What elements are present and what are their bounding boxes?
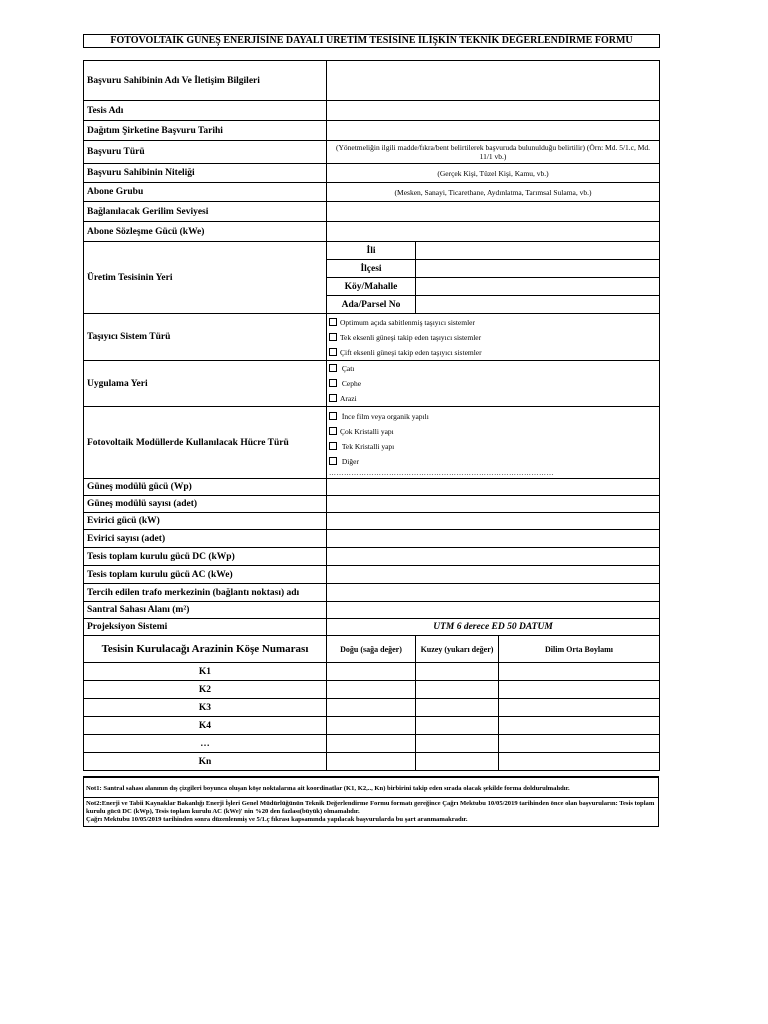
plant-area-label: Santral Sahası Alanı (m²) — [84, 602, 327, 619]
checkbox-icon[interactable] — [329, 348, 337, 356]
note-2-followup: Çağrı Mektubu 10/05/2019 tarihinden sonra düzenlenmiş ve 5/1.ç fıkrası kapsamında yapılacak başvurularda bu şart aranmamakradır. — [86, 816, 468, 823]
location-label: Üretim Tesisinin Yeri — [84, 242, 327, 314]
province-label: İli — [327, 242, 416, 260]
applicant-label: Başvuru Sahibinin Adı Ve İletişim Bilgileri — [84, 61, 327, 101]
inverter-count-label: Evirici sayısı (adet) — [84, 530, 327, 548]
application-date-label: Dağıtım Şirketine Başvuru Tarihi — [84, 121, 327, 141]
cell-type-options — [327, 407, 660, 479]
application-type-label: Başvuru Türü — [84, 141, 327, 164]
checkbox-icon[interactable] — [329, 412, 337, 420]
cell-option-monocrystalline[interactable] — [329, 439, 656, 454]
contract-power-field[interactable] — [327, 222, 660, 242]
cell-type-label: Fotovoltaik Modüllerde Kullanılacak Hücre Türü — [84, 407, 327, 479]
place-option-facade-label: Cephe — [341, 379, 362, 388]
corner-north-field[interactable] — [416, 717, 499, 735]
application-type-field[interactable]: (Yönetmeliğin ilgili madde/fıkra/bent belirtilerek başvuruda bulunulduğu belirtilir) (Örn: Md. 5/1.c, Md. 11/1 vb.) — [327, 141, 660, 164]
corner-meridian-field[interactable] — [499, 717, 660, 735]
place-option-roof[interactable] — [329, 361, 656, 376]
cell-option-thin-film-label: İnce film veya organik yapılı — [341, 411, 429, 421]
parcel-label: Ada/Parsel No — [327, 296, 416, 314]
corner-point-label: … — [84, 735, 327, 753]
province-field[interactable] — [416, 242, 660, 260]
checkbox-icon[interactable] — [329, 427, 337, 435]
facility-name-field[interactable] — [327, 101, 660, 121]
contract-power-label: Abone Sözleşme Gücü (kWe) — [84, 222, 327, 242]
module-count-label: Güneş modülü sayısı (adet) — [84, 496, 327, 513]
total-dc-label: Tesis toplam kurulu gücü DC (kWp) — [84, 548, 327, 566]
applicant-field[interactable] — [327, 61, 660, 101]
substation-field[interactable] — [327, 584, 660, 602]
corner-north-field[interactable] — [416, 681, 499, 699]
voltage-level-field[interactable] — [327, 202, 660, 222]
place-option-land[interactable] — [329, 391, 656, 406]
substation-label: Tercih edilen trafo merkezinin (bağlantı noktası) adı — [84, 584, 327, 602]
facility-name-label: Tesis Adı — [84, 101, 327, 121]
module-power-label: Güneş modülü gücü (Wp) — [84, 479, 327, 496]
checkbox-icon[interactable] — [329, 394, 337, 402]
module-power-field[interactable] — [327, 479, 660, 496]
corner-meridian-field[interactable] — [499, 735, 660, 753]
meridian-column-header: Dilim Orta Boylamı — [499, 636, 660, 663]
place-option-facade[interactable] — [329, 376, 656, 391]
evaluation-form-table — [83, 60, 660, 771]
cell-option-polycrystalline-label: Çok Kristalli yapı — [340, 426, 394, 436]
corner-north-field[interactable] — [416, 699, 499, 717]
carrier-option-single-axis[interactable] — [329, 330, 656, 345]
cell-option-polycrystalline[interactable] — [329, 424, 656, 439]
corner-north-field[interactable] — [416, 753, 499, 771]
checkbox-icon[interactable] — [329, 318, 337, 326]
carrier-option-fixed-label: Optimum açıda sabitlenmiş taşıyıcı sistemler — [340, 317, 475, 327]
carrier-option-dual-axis-label: Çift eksenli güneşi takip eden taşıyıcı sistemler — [340, 347, 482, 357]
projection-label: Projeksiyon Sistemi — [84, 619, 327, 636]
corner-meridian-field[interactable] — [499, 663, 660, 681]
corner-north-field[interactable] — [416, 663, 499, 681]
place-option-roof-label: Çatı — [341, 364, 355, 373]
plant-area-field[interactable] — [327, 602, 660, 619]
module-count-field[interactable] — [327, 496, 660, 513]
applicant-nature-label: Başvuru Sahibinin Niteliği — [84, 164, 327, 183]
total-dc-field[interactable] — [327, 548, 660, 566]
checkbox-icon[interactable] — [329, 457, 337, 465]
carrier-option-dual-axis[interactable] — [329, 345, 656, 360]
total-ac-label: Tesis toplam kurulu gücü AC (kWe) — [84, 566, 327, 584]
inverter-power-label: Evirici gücü (kW) — [84, 513, 327, 530]
checkbox-icon[interactable] — [329, 379, 337, 387]
district-label: İlçesi — [327, 260, 416, 278]
inverter-power-field[interactable] — [327, 513, 660, 530]
corner-east-field[interactable] — [327, 717, 416, 735]
cell-option-other-label: Diğer — [341, 456, 359, 466]
application-place-label: Uygulama Yeri — [84, 361, 327, 407]
corners-heading: Tesisin Kurulacağı Arazinin Köşe Numarası — [84, 636, 327, 663]
application-place-options — [327, 361, 660, 407]
applicant-nature-field[interactable]: (Gerçek Kişi, Tüzel Kişi, Kamu, vb.) — [327, 164, 660, 183]
corner-meridian-field[interactable] — [499, 699, 660, 717]
corner-north-field[interactable] — [416, 735, 499, 753]
form-title: FOTOVOLTAİK GÜNEŞ ENERJİSİNE DAYALI ÜRETİM TESİSİNE İLİŞKİN TEKNİK DEĞERLENDİRME FORMU — [83, 34, 660, 48]
carrier-system-options — [327, 314, 660, 361]
place-option-land-label: Arazi — [340, 394, 357, 403]
notes-box — [83, 776, 659, 827]
subscriber-group-field[interactable]: (Mesken, Sanayi, Ticarethane, Aydınlatma, Tarımsal Sulama, vb.) — [327, 183, 660, 202]
carrier-option-single-axis-label: Tek eksenli güneşi takip eden taşıyıcı sistemler — [340, 332, 482, 342]
village-field[interactable] — [416, 278, 660, 296]
carrier-system-label: Taşıyıcı Sistem Türü — [84, 314, 327, 361]
district-field[interactable] — [416, 260, 660, 278]
note-2 — [84, 797, 658, 826]
corner-east-field[interactable] — [327, 735, 416, 753]
corner-point-label: K4 — [84, 717, 327, 735]
corner-point-label: K3 — [84, 699, 327, 717]
subscriber-group-label: Abone Grubu — [84, 183, 327, 202]
cell-option-monocrystalline-label: Tek Kristalli yapı — [341, 441, 395, 451]
corner-meridian-field[interactable] — [499, 753, 660, 771]
corner-east-field[interactable] — [327, 699, 416, 717]
corner-point-label: K2 — [84, 681, 327, 699]
application-date-field[interactable] — [327, 121, 660, 141]
village-label: Köy/Mahalle — [327, 278, 416, 296]
corner-point-label: K1 — [84, 663, 327, 681]
total-ac-field[interactable] — [327, 566, 660, 584]
east-column-header: Doğu (sağa değer) — [327, 636, 416, 663]
cell-option-other[interactable] — [329, 454, 656, 469]
cell-option-thin-film[interactable] — [329, 409, 656, 424]
projection-value: UTM 6 derece ED 50 DATUM — [327, 619, 660, 636]
other-fill-line[interactable]: ……………………………………………………………………………… — [329, 468, 554, 477]
corner-east-field[interactable] — [327, 663, 416, 681]
north-column-header: Kuzey (yukarı değer) — [416, 636, 499, 663]
corner-point-label: Kn — [84, 753, 327, 771]
parcel-field[interactable] — [416, 296, 660, 314]
corner-east-field[interactable] — [327, 681, 416, 699]
carrier-option-fixed[interactable] — [329, 315, 656, 330]
corner-meridian-field[interactable] — [499, 681, 660, 699]
note-2-text: Not2:Enerji ve Tabii Kaynaklar Bakanlığı Enerji İşleri Genel Müdürlüğünün Teknik Değerlendirme Formu formatı gereğince Çağrı Mektubu 10/05/2019 tarihinden önce olan başvuruların: Tesis toplam kurulu gücü DC (kWp), Tesis toplam kurulu AC (kWe)' nin %20 den fazlası(büyük) olmamalıdır. — [86, 800, 655, 815]
note-1: Not1: Santral sahası alanının dış çizgileri boyunca oluşan köşe noktalarına ait koordinatlar (K1, K2,.., Kn) birbirini takip eden sırada olacak şekilde forma doldurulmalıdır. — [86, 785, 570, 792]
checkbox-icon[interactable] — [329, 442, 337, 450]
corner-east-field[interactable] — [327, 753, 416, 771]
voltage-level-label: Bağlanılacak Gerilim Seviyesi — [84, 202, 327, 222]
checkbox-icon[interactable] — [329, 364, 337, 372]
inverter-count-field[interactable] — [327, 530, 660, 548]
checkbox-icon[interactable] — [329, 333, 337, 341]
